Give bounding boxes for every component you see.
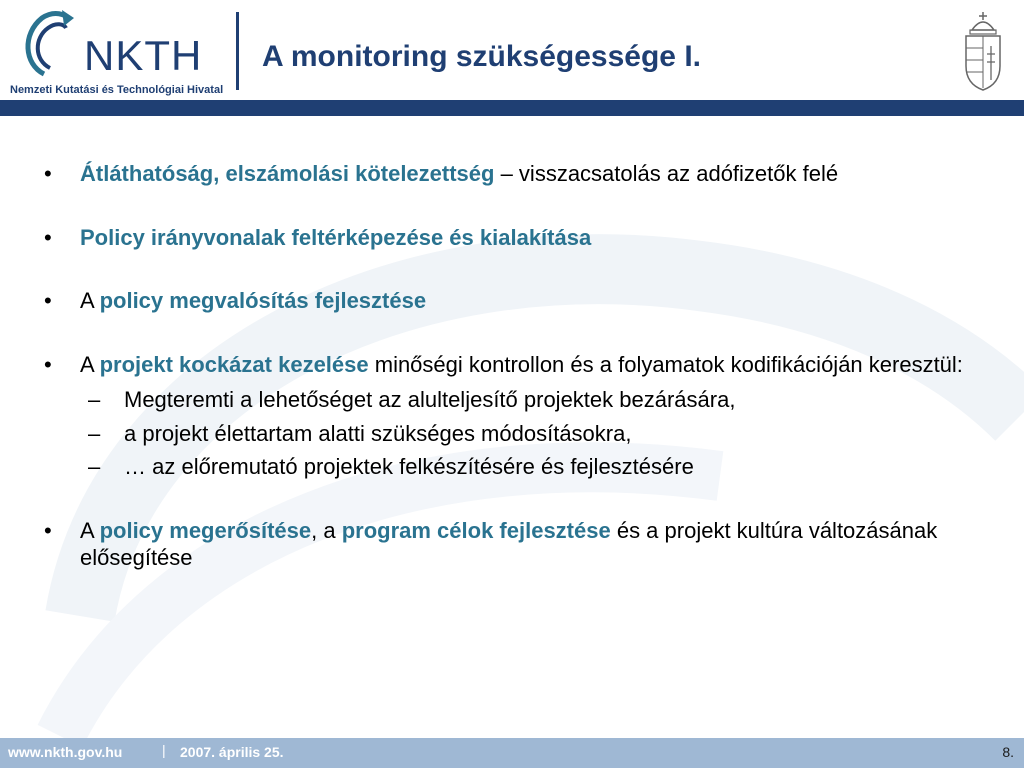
bullet-highlight: policy megvalósítás fejlesztése	[99, 288, 427, 313]
header-divider	[236, 12, 239, 90]
footer-url[interactable]: www.nkth.gov.hu	[8, 744, 123, 760]
bullet-text: – visszacsatolás az adófizetők felé	[494, 161, 839, 186]
bullet-marker: •	[44, 161, 52, 186]
logo-subtitle: Nemzeti Kutatási és Technológiai Hivatal	[10, 84, 224, 96]
page-number: 8.	[1002, 744, 1014, 760]
footer-date: 2007. április 25.	[180, 744, 284, 760]
header-bar	[0, 100, 1024, 116]
footer-separator: |	[162, 742, 166, 758]
sub-bullet-item	[44, 453, 994, 481]
sub-bullet-marker: –	[88, 420, 101, 446]
coat-of-arms-icon	[958, 10, 1008, 92]
bullet-item	[44, 351, 994, 379]
logo-text: NKTH	[84, 32, 203, 79]
bullet-highlight: program célok fejlesztése	[341, 517, 611, 543]
bullet-text: és a projekt kultúra változásának elősegítése	[80, 517, 938, 570]
bullet-item	[44, 224, 994, 252]
bullet-highlight: projekt kockázat kezelése	[99, 351, 369, 377]
bullet-item	[44, 517, 994, 572]
bullet-highlight: Policy irányvonalak feltérképezése és kialakítása	[80, 224, 592, 250]
bullet-text: A	[80, 351, 100, 377]
sub-bullet-item	[44, 420, 994, 448]
sub-bullet-item	[44, 386, 994, 414]
bullet-text: minőségi kontrollon és a folyamatok kodifikációján keresztül:	[368, 351, 963, 377]
sub-bullet-text: Megteremti a lehetőséget az alulteljesítő projektek bezárására,	[124, 387, 736, 412]
slide-content	[44, 160, 994, 572]
sub-bullet-text: … az előremutató projektek felkészítésére és fejlesztésére	[124, 454, 694, 479]
slide-footer	[0, 738, 1024, 768]
bullet-text: A	[80, 288, 100, 313]
bullet-marker: •	[44, 517, 52, 543]
bullet-marker: •	[44, 224, 52, 250]
nkth-logo	[4, 4, 236, 98]
bullet-marker: •	[44, 288, 52, 313]
bullet-highlight: Átláthatóság, elszámolási kötelezettség	[80, 161, 495, 186]
sub-bullet-marker: –	[88, 387, 101, 412]
bullet-text: , a	[311, 517, 342, 543]
bullet-highlight: policy megerősítése	[99, 517, 312, 543]
bullet-item	[44, 160, 994, 188]
bullet-item	[44, 287, 994, 315]
sub-bullet-marker: –	[88, 454, 101, 479]
sub-bullet-text: a projekt élettartam alatti szükséges módosításokra,	[124, 420, 632, 446]
bullet-marker: •	[44, 351, 52, 377]
slide-header	[0, 0, 1024, 100]
slide-title: A monitoring szükségessége I.	[262, 40, 701, 73]
nkth-swirl-icon	[4, 4, 84, 84]
bullet-text: A	[80, 517, 100, 543]
